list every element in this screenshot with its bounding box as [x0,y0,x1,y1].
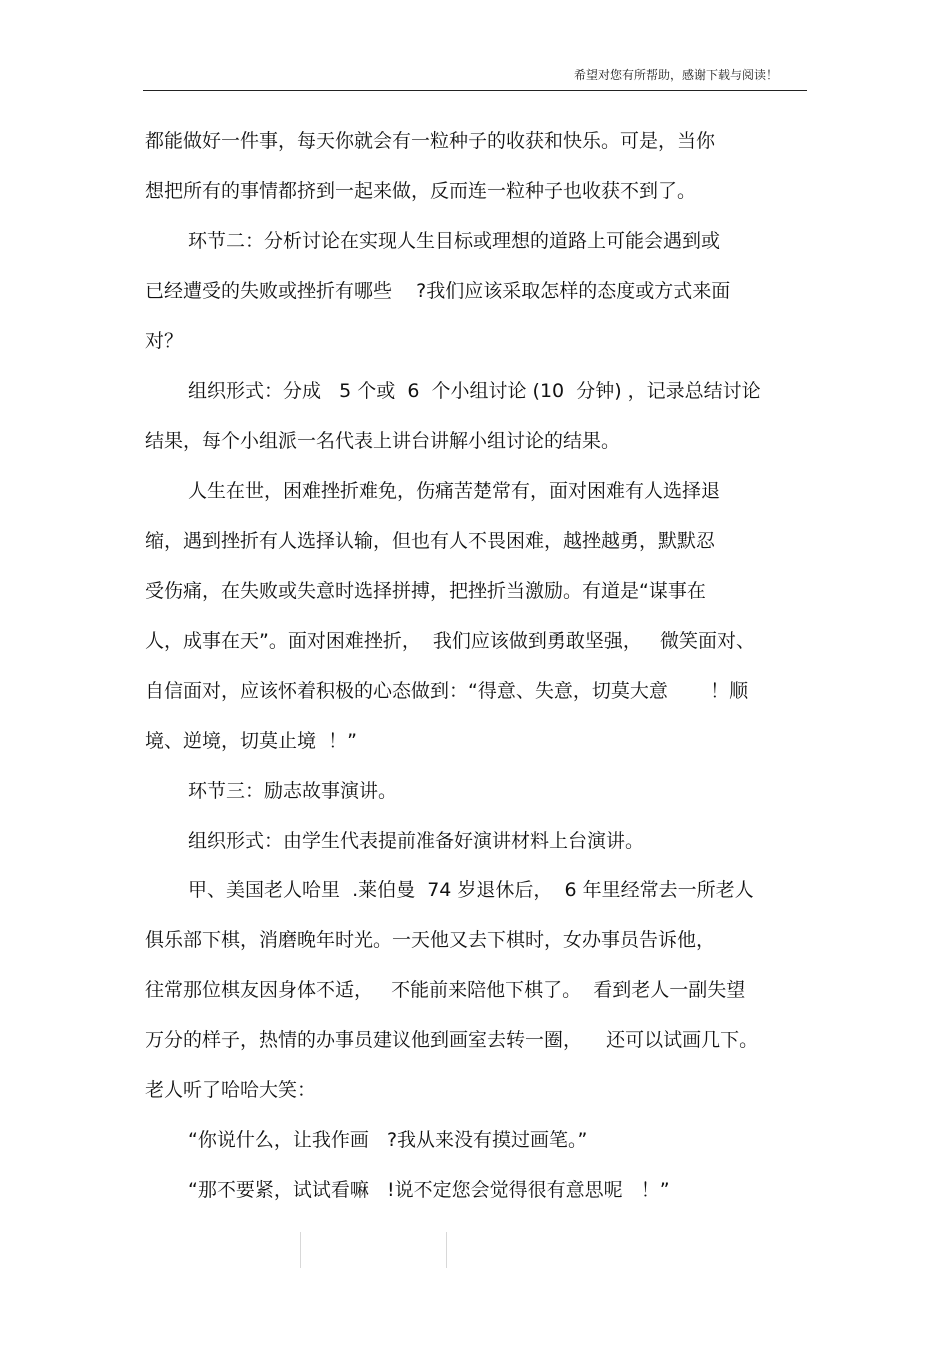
text-line: 甲、美国老人哈里 .莱伯曼 74 岁退休后， 6 年里经常去一所老人 [188,879,754,901]
header-text: 希望对您有所帮助，感谢下载与阅读！ [573,68,778,82]
text-line: 人，成事在天”。面对困难挫折， 我们应该做到勇敢坚强， 微笑面对、 [145,630,756,652]
text-line: 境、逆境，切莫止境 ！” [145,730,357,752]
text-line: 环节二：分析讨论在实现人生目标或理想的道路上可能会遇到或 [188,230,721,252]
text-line: 自信面对，应该怀着积极的心态做到：“得意、失意，切莫大意 ！顺 [145,680,749,702]
text-line: 结果，每个小组派一名代表上讲台讲解小组讨论的结果。 [145,430,621,452]
text-line: 对？ [145,330,184,352]
header-divider [143,90,807,91]
faint-divider [446,1232,447,1268]
text-line: “你说什么，让我作画 ?我从来没有摸过画笔。” [188,1129,588,1151]
text-line: 老人听了哈哈大笑： [145,1079,317,1101]
text-line: 受伤痛，在失败或失意时选择拼搏，把挫折当激励。有道是“谋事在 [145,580,706,602]
text-line: 都能做好一件事，每天你就会有一粒种子的收获和快乐。可是，当你 [145,130,716,152]
text-line: 组织形式：分成 5 个或 6 个小组讨论 (10 分钟) ，记录总结讨论 [188,380,761,402]
text-line: 想把所有的事情都挤到一起来做，反而连一粒种子也收获不到了。 [145,180,697,202]
text-line: 往常那位棋友因身体不适， 不能前来陪他下棋了。 看到老人一副失望 [145,979,746,1001]
text-line: 组织形式：由学生代表提前准备好演讲材料上台演讲。 [188,830,645,852]
text-line: 人生在世，困难挫折难免，伤痛苦楚常有，面对困难有人选择退 [188,480,721,502]
text-line: 缩，遇到挫折有人选择认输，但也有人不畏困难，越挫越勇，默默忍 [145,530,716,552]
text-line: 已经遭受的失败或挫折有哪些 ?我们应该采取怎样的态度或方式来面 [145,280,731,302]
text-line: 万分的样子，热情的办事员建议他到画室去转一圈， 还可以试画几下。 [145,1029,759,1051]
text-line: 俱乐部下棋，消磨晚年时光。一天他又去下棋时，女办事员告诉他， [145,929,716,951]
text-line: “那不要紧，试试看嘛 !说不定您会觉得很有意思呢 ！” [188,1179,670,1201]
faint-divider [300,1232,301,1268]
text-line: 环节三：励志故事演讲。 [188,780,398,802]
